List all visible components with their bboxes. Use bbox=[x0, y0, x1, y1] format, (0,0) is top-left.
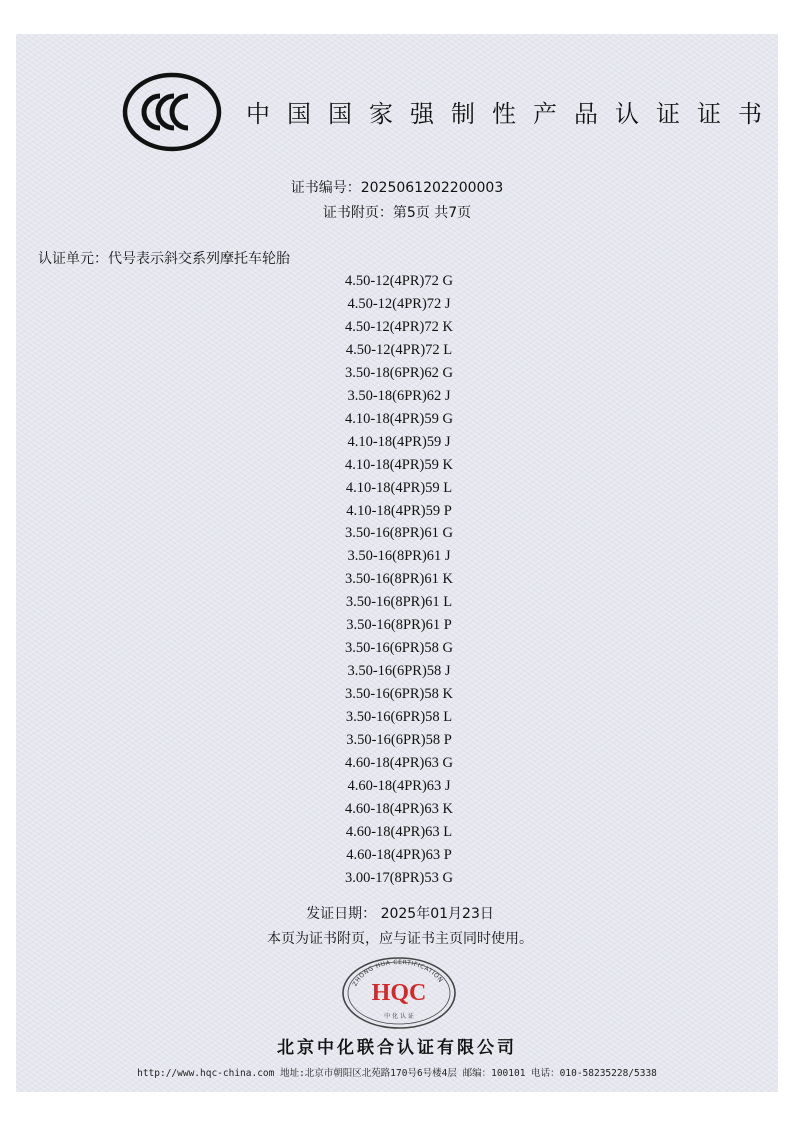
organization-name: 北京中化联合认证有限公司 bbox=[277, 1038, 517, 1058]
list-item: 3.50-16(8PR)61 L bbox=[345, 594, 453, 611]
list-item: 4.60-18(4PR)63 G bbox=[345, 755, 453, 772]
list-item: 3.50-16(6PR)58 G bbox=[345, 640, 453, 657]
attachment-note: 本页为证书附页，应与证书主页同时使用。 bbox=[267, 931, 533, 947]
certificate-number: 证书编号：2025061202200003 bbox=[290, 180, 504, 196]
seal-mark-text: HQC bbox=[371, 980, 427, 1006]
certification-unit: 认证单元：代号表示斜交系列摩托车轮胎 bbox=[38, 251, 290, 267]
organization-contact-footer: http://www.hqc-china.com 地址:北京市朝阳区北苑路170号6号楼4层 邮编：100101 电话：010-58235228/5338 bbox=[137, 1068, 657, 1079]
list-item: 3.50-16(8PR)61 K bbox=[345, 571, 453, 588]
list-item: 3.00-17(8PR)53 G bbox=[345, 869, 453, 886]
list-item: 3.50-16(6PR)58 K bbox=[345, 686, 453, 703]
list-item: 4.10-18(4PR)59 J bbox=[347, 433, 451, 450]
attachment-page-info: 证书附页：第5页 共7页 bbox=[322, 205, 472, 221]
hqc-certification-seal-icon bbox=[340, 956, 458, 1030]
list-item: 4.10-18(4PR)59 G bbox=[345, 410, 453, 427]
list-item: 4.10-18(4PR)59 L bbox=[345, 479, 453, 496]
list-item: 4.10-18(4PR)59 P bbox=[346, 502, 452, 519]
list-item: 4.10-18(4PR)59 K bbox=[345, 456, 453, 473]
list-item: 3.50-18(6PR)62 J bbox=[347, 387, 451, 404]
list-item: 4.50-12(4PR)72 L bbox=[345, 341, 453, 358]
list-item: 3.50-16(6PR)58 L bbox=[345, 709, 453, 726]
list-item: 3.50-16(8PR)61 P bbox=[346, 617, 452, 634]
list-item: 3.50-16(8PR)61 J bbox=[347, 548, 451, 565]
seal-arc-text: ZHONG HUA CERTIFICATION bbox=[351, 958, 445, 988]
tire-model-list bbox=[0, 270, 794, 890]
list-item: 3.50-18(6PR)62 G bbox=[345, 364, 453, 381]
list-item: 4.50-12(4PR)72 J bbox=[347, 295, 451, 312]
list-item: 4.60-18(4PR)63 L bbox=[345, 823, 453, 840]
seal-bottom-text: 中 化 认 证 bbox=[384, 1013, 414, 1020]
list-item: 3.50-16(6PR)58 J bbox=[347, 663, 451, 680]
list-item: 4.60-18(4PR)63 K bbox=[345, 800, 453, 817]
certificate-title: 中国国家强制性产品认证证书 bbox=[246, 100, 779, 128]
list-item: 3.50-16(8PR)61 G bbox=[345, 525, 453, 542]
ccc-logo-icon bbox=[122, 72, 222, 152]
list-item: 4.50-12(4PR)72 G bbox=[345, 273, 453, 289]
list-item: 4.50-12(4PR)72 K bbox=[345, 318, 453, 335]
list-item: 3.50-16(6PR)58 P bbox=[346, 732, 452, 749]
list-item: 4.60-18(4PR)63 P bbox=[346, 846, 452, 863]
issue-date: 发证日期： 2025年01月23日 bbox=[306, 906, 494, 922]
list-item: 4.60-18(4PR)63 J bbox=[347, 777, 451, 794]
